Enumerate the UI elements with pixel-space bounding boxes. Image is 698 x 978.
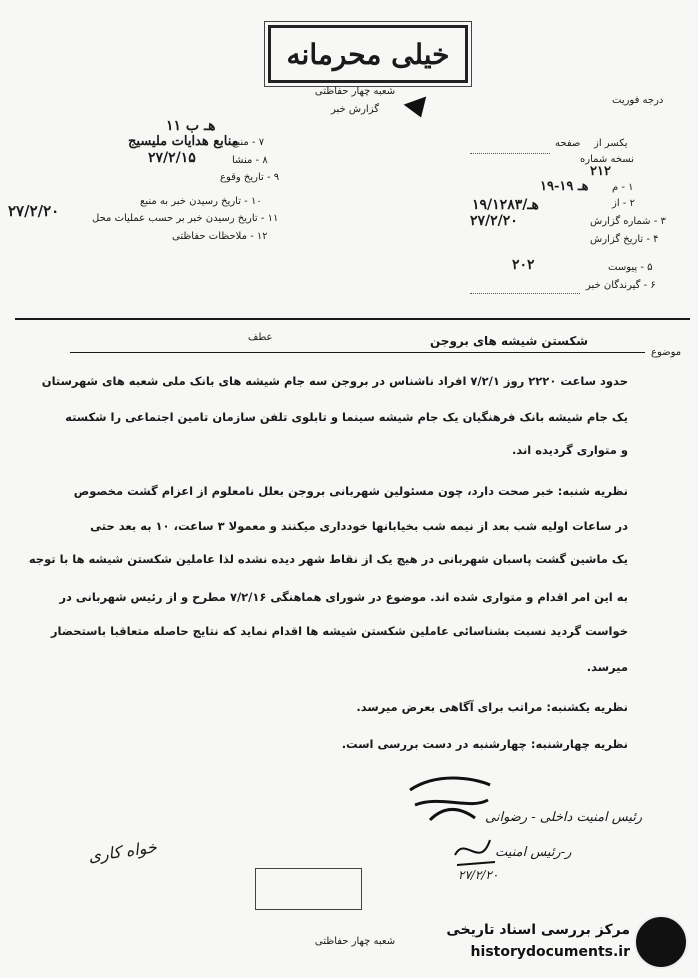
body-line-3: و متواری گردیده اند.	[511, 443, 628, 457]
body-line-8: خواست گردید نسبت بشناسائی عاملین شکستن شیشه ها اقدام نماید که نتایج حاصله متعاقبا باستحضار	[50, 624, 628, 638]
field-4-label: ۴ - تاریخ گزارش	[590, 234, 659, 245]
field-9-label: ۹ - تاریخ وقوع	[220, 172, 280, 183]
body-line-11: نظریه چهارشنبه: چهارشنبه در دست بررسی است.	[341, 737, 628, 751]
field-3-label: ۳ - شماره گزارش	[590, 216, 666, 227]
field-10-label: ۱۰ - تاریخ رسیدن خبر به منبع	[140, 196, 262, 207]
dotted-line	[470, 152, 550, 154]
watermark-en: historydocuments.ir	[470, 944, 630, 960]
arrow-stamp-icon	[404, 96, 433, 121]
pages-label: صفحه	[555, 138, 581, 149]
watermark-fa: مرکز بررسی اسناد تاریخی	[446, 922, 630, 938]
body-line-9: میرسد.	[586, 660, 628, 674]
field-3-value: ۲۷/۲/۲۰	[470, 213, 518, 229]
signature-line-1: رئیس امنیت داخلی - رضوانی	[485, 810, 643, 825]
body-line-10: نظریه یکشنبه: مراتب برای آگاهی بعرض میرسد.	[356, 700, 628, 714]
field-7-value: منابع هدایات ملیسیج	[128, 134, 239, 149]
body-line-4: نظریه شنبه: خبر صحت دارد، چون مسئولین شهربانی بروجن بعلل نامعلوم از اعزام گشت مخصوص	[73, 484, 628, 498]
subject-underline	[70, 352, 645, 353]
received-stamp-box	[255, 868, 362, 910]
field-2-value: ۱۹/۱۲۸۳/هـ	[472, 197, 539, 213]
field-11-label: ۱۱ - تاریخ رسیدن خبر بر حسب عملیات محل	[92, 213, 279, 224]
dotted-line	[470, 292, 580, 294]
field-12-label: ۱۲ - ملاحظات حفاظتی	[172, 231, 268, 242]
reference-note: عطف	[248, 332, 273, 343]
field-7-label: ۷ - منبع	[232, 137, 265, 148]
field-8-label: ۸ - منشا	[232, 155, 268, 166]
field-6-label: ۶ - گیرندگان خبر	[586, 280, 656, 291]
field-2-label: ۲ - از	[612, 198, 635, 209]
field-1-value: ۱۹-۱۹ هـ	[540, 179, 589, 194]
subject-title: شکستن شیشه های بروجن	[430, 334, 589, 348]
handwritten-note: خواه کاری	[87, 837, 158, 866]
footer-unit: شعبه چهار حفاظتی	[314, 936, 396, 947]
initial-scribble-icon	[445, 830, 505, 875]
signature-date: ۲۷/۲/۲۰	[458, 868, 499, 882]
urgency-label: درجه فوریت	[612, 95, 664, 106]
subject-label: موضوع	[651, 347, 682, 358]
field-5-value: ۲۰۲	[512, 257, 535, 273]
header-divider	[15, 318, 690, 320]
copy-label: نسخه شماره	[580, 154, 634, 165]
pages-text: یکسر از	[594, 138, 628, 149]
report-subtitle: گزارش خبر	[331, 104, 379, 115]
body-line-1: حدود ساعت ۲۲۲۰ روز ۷/۲/۱ افراد ناشناس در بروجن سه جام شیشه های بانک ملی شعبه های شهرستان	[41, 374, 628, 388]
body-line-5: در ساعات اولیه شب بعد از نیمه شب بخیابانها خودداری میکنند و معمولا ۳ ساعت، ۱۰ به بعد حتی	[90, 519, 628, 533]
body-line-6: یک ماشین گشت پاسبان شهربانی در هیچ یک از نقاط شهر دیده نشده لذا عاملین شکستن شیشه ها با توجه	[28, 552, 628, 566]
unit-header: شعبه چهار حفاظتی	[314, 86, 396, 97]
body-line-2: یک جام شیشه بانک فرهنگیان یک جام شیشه سینما و تابلوی تلفن سازمان تامین اجتماعی را شکسته	[65, 410, 628, 424]
signature-line-2: ر-رئیس امنیت	[495, 845, 572, 860]
body-line-7: به این امر اقدام و متواری شده اند. موضوع در شورای هماهنگی ۷/۲/۱۶ مطرح و از رئیس شهربانی در	[59, 590, 628, 604]
classification-text: خیلی محرمانه	[286, 37, 450, 71]
field-11-value: ۲۷/۲/۲۰	[8, 202, 60, 220]
field-8-value: ۲۷/۲/۱۵	[148, 150, 196, 166]
field-1-label: ۱ - م	[612, 182, 634, 193]
copy-value: ۲۱۲	[590, 164, 611, 179]
archive-logo-icon	[634, 915, 688, 969]
field-5-label: ۵ - پیوست	[608, 262, 653, 273]
top-code: ۱۱ هـ ب	[166, 118, 216, 134]
classification-stamp	[268, 25, 468, 83]
